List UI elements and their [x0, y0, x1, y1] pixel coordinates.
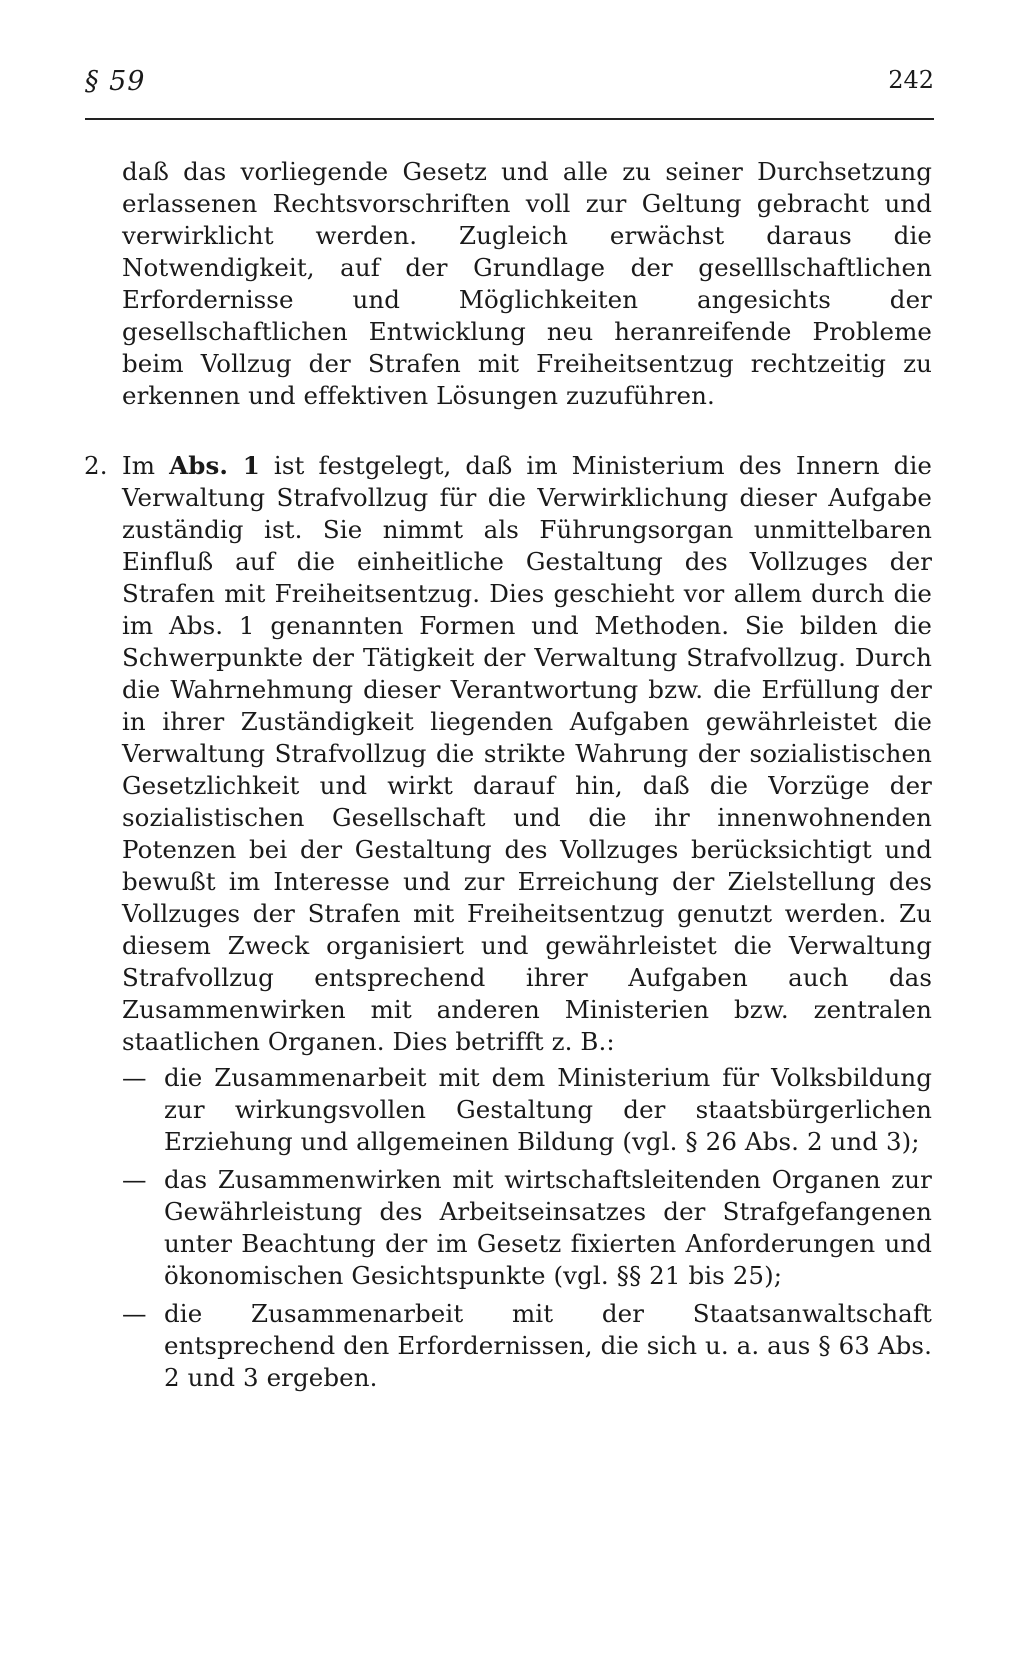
dash-marker: —	[122, 1299, 147, 1328]
list-item-text: das Zusammenwirken mit wirtschaftsleitenden Organen zur Gewährleistung des Arbeitseinsatzes der Strafgefangenen unter Beachtung der im Gesetz fixierten Anforderungen und ökonomischen Gesichtspunkte (vgl. §§ 21 bis 25);	[164, 1165, 932, 1290]
paragraph-number: 2.	[84, 451, 108, 480]
intro-paragraph: daß das vorliegende Gesetz und alle zu seiner Durchsetzung erlassenen Rechtsvorschriften voll zur Geltung gebracht und verwirklicht werden. Zugleich erwächst daraus die Notwendigkeit, auf der Grundlage der geselllschaftlichen Erfordernisse und Möglichkeiten angesichts der gesellschaftlichen Entwicklung neu heranreifende Probleme beim Vollzug der Strafen mit Freiheitsentzug rechtzeitig zu erkennen und effektiven Lösungen zuzuführen.	[122, 157, 932, 410]
header-rule	[85, 118, 934, 120]
paragraph-lead: Im	[122, 451, 156, 480]
page-header	[85, 66, 934, 106]
cooperation-list	[122, 1062, 932, 1394]
dash-marker: —	[122, 1063, 147, 1092]
dash-marker: —	[122, 1165, 147, 1194]
page-body	[84, 156, 932, 1400]
numbered-paragraph-2	[84, 450, 932, 1058]
paragraph-text: ist festgelegt, daß im Ministerium des Innern die Verwaltung Strafvollzug für die Verwirklichung dieser Aufgabe zuständig ist. Sie nimmt als Führungsorgan unmittelbaren Einfluß auf die einheitliche Gestaltung des Vollzuges der Strafen mit Freiheitsentzug. Dies geschieht vor allem durch die im Abs. 1 genannten Formen und Methoden. Sie bilden die Schwerpunkte der Tätigkeit der Verwaltung Strafvollzug. Durch die Wahrnehmung dieser Verantwortung bzw. die Erfüllung der in ihrer Zuständigkeit liegenden Aufgaben gewährleistet die Verwaltung Strafvollzug die strikte Wahrung der sozialistischen Gesetzlichkeit und wirkt darauf hin, daß die Vorzüge der sozialistischen Gesellschaft und die ihr innenwohnenden Potenzen bei der Gestaltung des Vollzuges berücksichtigt und bewußt im Interesse und zur Erreichung der Zielstellung des Vollzuges der Strafen mit Freiheitsentzug genutzt werden. Zu diesem Zweck organisiert und gewährleistet die Verwaltung Strafvollzug entsprechend ihrer Aufgaben auch das Zusammenwirken mit anderen Ministerien bzw. zentralen staatlichen Organen. Dies betrifft z. B.:	[122, 451, 932, 1056]
list-item-text: die Zusammenarbeit mit der Staatsanwaltschaft entsprechend den Erfordernissen, die sich u. a. aus § 63 Abs. 2 und 3 ergeben.	[164, 1299, 932, 1392]
list-item-text: die Zusammenarbeit mit dem Ministerium für Volksbildung zur wirkungsvollen Gestaltung der staatsbürgerlichen Erziehung und allgemeinen Bildung (vgl. § 26 Abs. 2 und 3);	[164, 1063, 932, 1156]
section-reference: § 59	[85, 66, 146, 97]
list-item	[122, 1298, 932, 1394]
page-number: 242	[888, 66, 934, 94]
list-item	[122, 1062, 932, 1158]
list-item	[122, 1164, 932, 1292]
paragraph-bold-reference: Abs. 1	[169, 451, 260, 480]
